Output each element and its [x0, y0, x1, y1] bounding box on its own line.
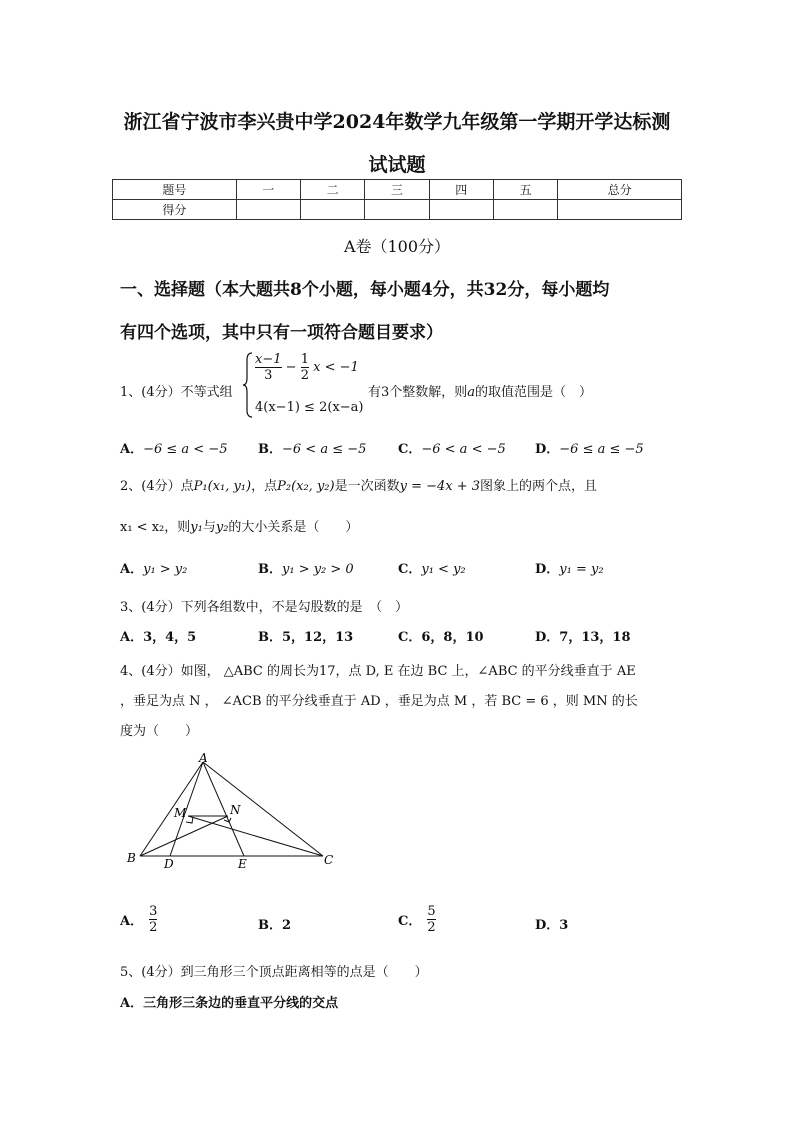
option-text: 三角形三条边的垂直平分线的交点: [143, 996, 339, 1011]
option-text: 5，12，13: [282, 630, 354, 645]
score-cell: [493, 200, 557, 220]
option-label: A．: [120, 996, 144, 1011]
fraction-numerator: 3: [149, 904, 158, 919]
option-label: D．: [535, 918, 560, 933]
option-text: 3，4，5: [143, 630, 197, 645]
q2-function: y = −4x + 3: [399, 479, 481, 494]
q4-line2: ，垂足为点 N ， ∠ACB 的平分线垂直于 AD ，垂足为点 M ，若 BC = 6 ，则 MN 的长: [120, 694, 638, 709]
q4-option-d: [535, 914, 568, 933]
score-table-header-cell: 四: [429, 180, 493, 200]
q1-eq1-den: 3: [264, 368, 273, 383]
q1-prefix: 1、(4分）不等式组: [120, 385, 233, 400]
q2-text: 2、(4分）点: [120, 479, 194, 494]
option-label: A．: [120, 562, 144, 577]
q2-condition: x₁ < x₂: [120, 520, 165, 535]
option-label: B．: [258, 442, 282, 457]
q4-line3: 度为（ ）: [120, 724, 199, 739]
label-m: M: [174, 806, 187, 820]
q5-option-a: [120, 992, 338, 1011]
option-text: y₁ > y₂: [143, 562, 188, 577]
score-table-score-row: [113, 200, 682, 220]
score-table-header-cell: 三: [365, 180, 429, 200]
option-label: B．: [258, 630, 282, 645]
right-angle-mark-m: [186, 817, 193, 823]
score-cell: [558, 200, 682, 220]
option-label: D．: [535, 442, 560, 457]
fraction-numerator: 5: [427, 904, 436, 919]
q1-eq1-rest: x < −1: [313, 360, 359, 375]
option-label: C．: [398, 630, 422, 645]
score-table-header-cell: 题号: [113, 180, 237, 200]
q3-option-d: [535, 626, 631, 645]
option-label: B．: [258, 562, 282, 577]
q3-option-a: [120, 626, 196, 645]
q4-option-a: [120, 904, 157, 935]
juan-heading: A卷（100分）: [343, 237, 451, 256]
section-heading-line2: 有四个选项，其中只有一项符合题目要求）: [120, 323, 443, 343]
option-label: A．: [120, 914, 144, 929]
q1-inequality-system: [243, 352, 373, 422]
q2-option-d: [535, 558, 604, 577]
score-table-header-cell: 一: [236, 180, 300, 200]
q2-line2: [120, 516, 358, 535]
option-label: A．: [120, 442, 144, 457]
label-b: B: [127, 851, 136, 865]
option-label: A．: [120, 630, 144, 645]
q2-point-p2: P₂(x₂, y₂): [277, 479, 335, 494]
q1-eq2: 4(x−1) ≤ 2(x−a): [255, 400, 364, 415]
q2-text: 的大小关系是（ ）: [228, 520, 359, 535]
q1-suffix-a: 有3个整数解，则: [368, 385, 468, 400]
score-cell: [429, 200, 493, 220]
option-label: B．: [258, 918, 282, 933]
q2-text: 与: [202, 520, 216, 535]
option-label: C．: [398, 914, 422, 929]
q5-text: 5、(4分）到三角形三个顶点距离相等的点是（ ）: [120, 965, 428, 980]
q2-text: ，点: [251, 479, 278, 494]
q1-eq1-minus: −: [285, 360, 297, 375]
doc-title-line2: 试试题: [368, 154, 426, 176]
q4-option-b: [258, 914, 291, 933]
q1-eq1: [255, 352, 359, 383]
q3-option-c: [398, 626, 484, 645]
option-label: D．: [535, 630, 560, 645]
q1-eq1-coef-num: 1: [300, 352, 309, 367]
q1-option-a: [120, 438, 228, 457]
option-label: C．: [398, 442, 422, 457]
option-text: 6，8，10: [421, 630, 484, 645]
left-brace-icon: [243, 352, 253, 418]
score-table-header-row: [113, 180, 682, 200]
line-cm: [188, 816, 323, 856]
label-c: C: [324, 853, 334, 867]
label-e: E: [238, 857, 247, 871]
score-table-header-cell: 五: [493, 180, 557, 200]
option-text: y₁ < y₂: [421, 562, 466, 577]
fraction-denominator: 2: [427, 920, 436, 935]
option-label: D．: [535, 562, 560, 577]
q1-option-b: [258, 438, 366, 457]
score-cell: [236, 200, 300, 220]
option-text: −6 ≤ a ≤ −5: [559, 442, 644, 457]
score-cell: [365, 200, 429, 220]
q2-text: 是一次函数: [334, 479, 400, 494]
option-text: 2: [282, 918, 292, 933]
q1-eq1-num: x−1: [255, 352, 282, 367]
q4-triangle-figure: [120, 750, 350, 875]
option-text: −6 ≤ a < −5: [143, 442, 228, 457]
label-a: A: [199, 751, 208, 765]
line-ac: [203, 762, 323, 856]
option-text: −6 < a ≤ −5: [282, 442, 367, 457]
q2-point-p1: P₁(x₁, y₁): [193, 479, 252, 494]
q3-option-b: [258, 626, 353, 645]
q1-option-c: [398, 438, 506, 457]
score-table-header-cell: 总分: [558, 180, 682, 200]
score-table: [112, 179, 682, 220]
section-heading-line1: 一、选择题（本大题共8个小题，每小题4分，共32分，每小题均: [120, 280, 610, 300]
score-cell: [300, 200, 364, 220]
label-n: N: [230, 803, 241, 817]
option-label: C．: [398, 562, 422, 577]
q2-text: ，则: [164, 520, 191, 535]
q1-option-d: [535, 438, 644, 457]
q2-option-b: [258, 558, 354, 577]
score-row-label: 得分: [113, 200, 237, 220]
fraction-denominator: 2: [149, 920, 158, 935]
option-text: 7，13，18: [559, 630, 631, 645]
option-text: −6 < a < −5: [421, 442, 506, 457]
q2-option-a: [120, 558, 187, 577]
q3-text: 3、(4分）下列各组数中，不是勾股数的是 （ ）: [120, 600, 409, 615]
q1-var: a: [467, 385, 476, 400]
q2-text: 图象上的两个点，且: [480, 479, 598, 494]
q4-line1: 4、(4分）如图， △ABC 的周长为17，点 D, E 在边 BC 上，∠ABC 的平分线垂直于 AE: [120, 664, 636, 679]
score-table-header-cell: 二: [300, 180, 364, 200]
doc-title-line1: 浙江省宁波市李兴贵中学2024年数学九年级第一学期开学达标测: [123, 111, 671, 133]
option-text: y₁ = y₂: [559, 562, 604, 577]
q1-suffix-b: 的取值范围是（ ）: [475, 385, 593, 400]
q4-option-c: [398, 904, 436, 935]
label-d: D: [164, 857, 174, 871]
option-text: 3: [559, 918, 569, 933]
q2-y1: y₁: [190, 520, 203, 535]
q2-option-c: [398, 558, 466, 577]
q2-line1: [120, 475, 597, 494]
q1-eq1-coef-den: 2: [300, 368, 309, 383]
q1-suffix: [368, 381, 592, 400]
option-text: y₁ > y₂ > 0: [282, 562, 354, 577]
q2-y2: y₂: [215, 520, 229, 535]
